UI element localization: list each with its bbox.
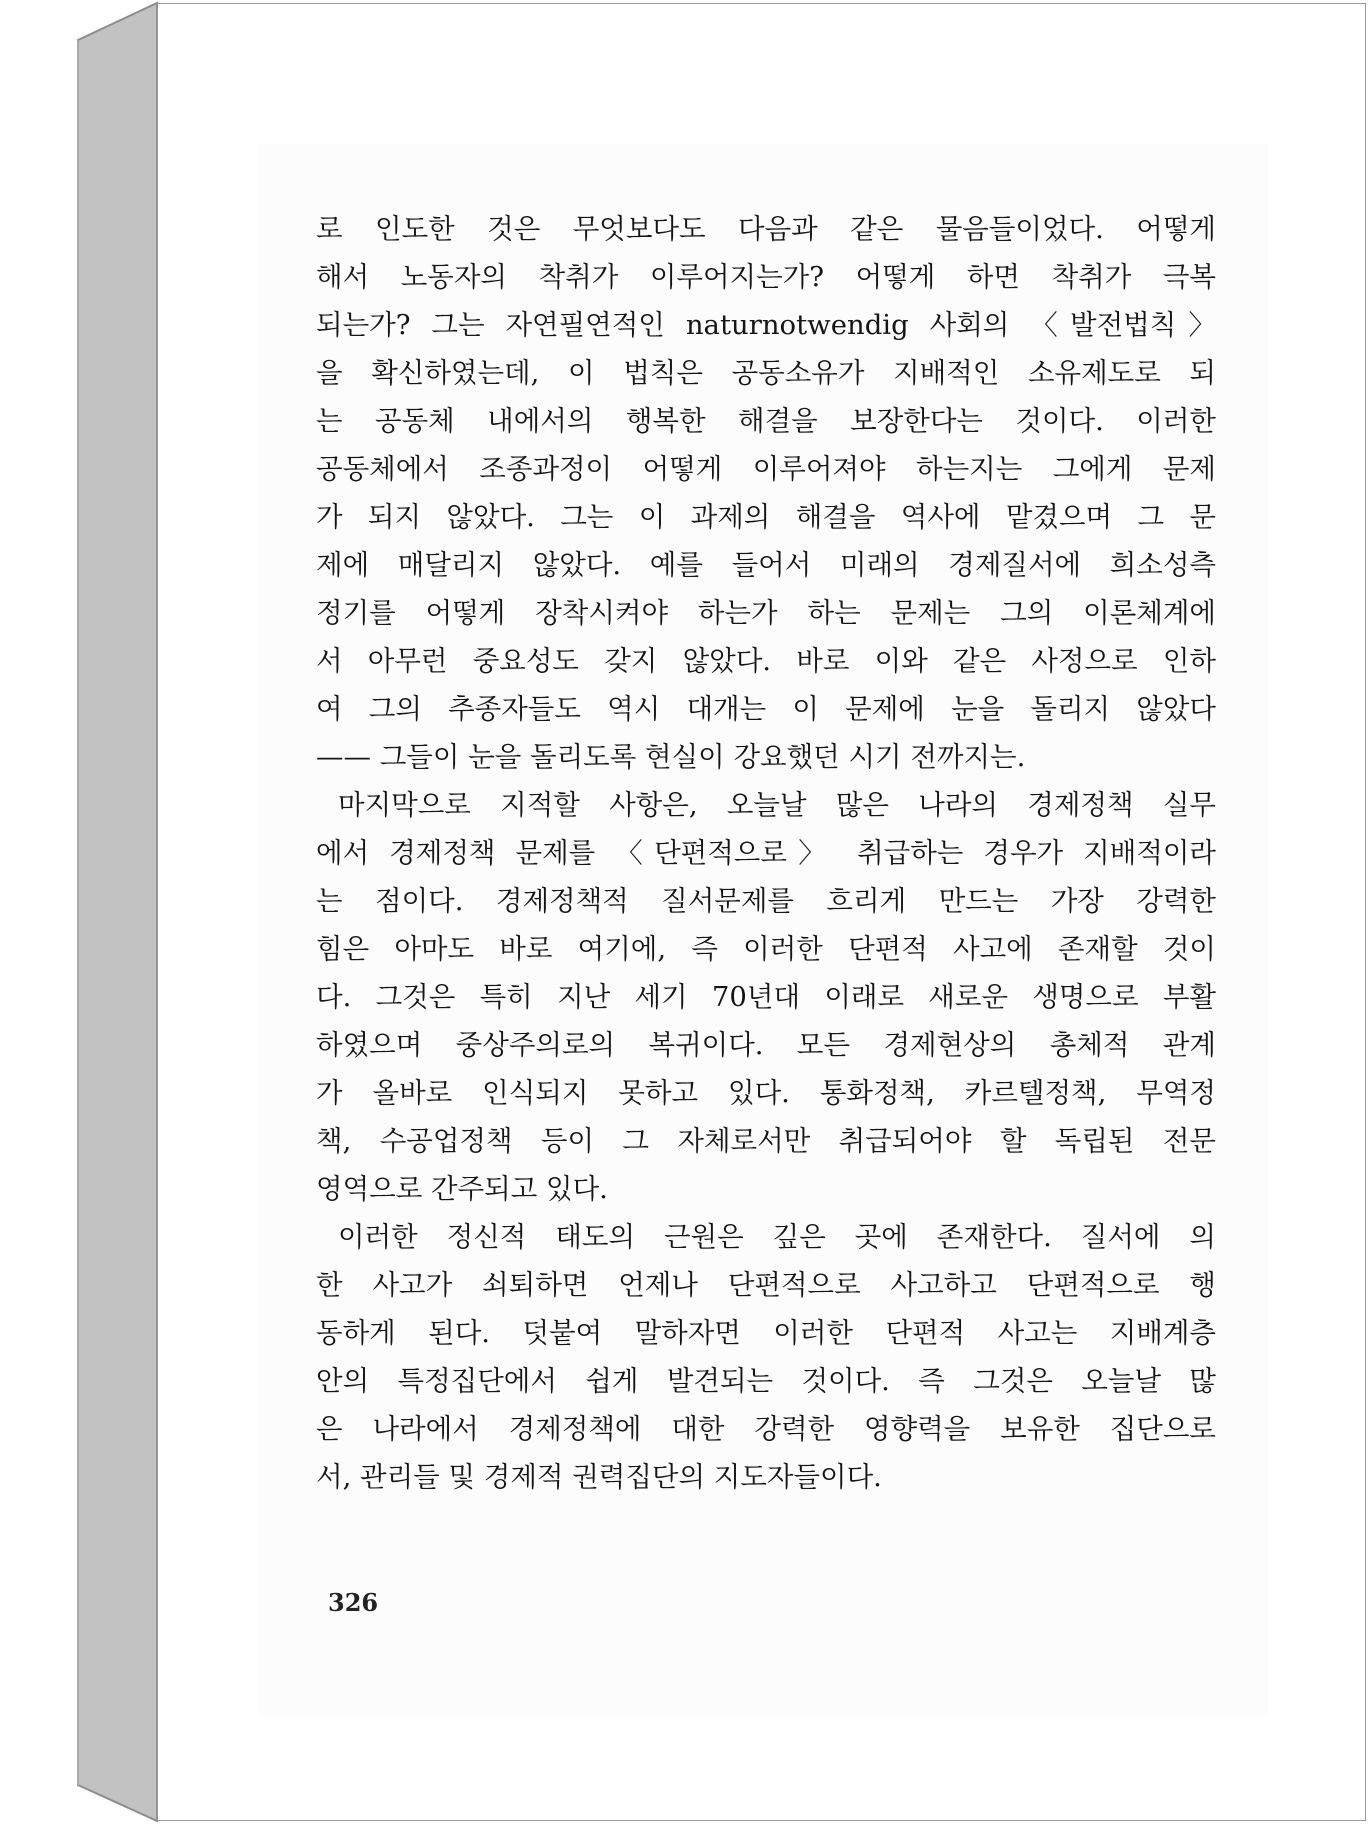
text-line: 되는가? 그는 자연필연적인 naturnotwendig 사회의 〈발전법칙〉	[316, 309, 1216, 341]
text-line: 공동체에서 조종과정이 어떻게 이루어져야 하는지는 그에게 문제	[316, 453, 1216, 485]
text-line: 다. 그것은 특히 지난 세기 70년대 이래로 새로운 생명으로 부활	[316, 981, 1216, 1013]
text-line: 영역으로 간주되고 있다.	[316, 1173, 608, 1205]
text-line: 여 그의 추종자들도 역시 대개는 이 문제에 눈을 돌리지 않았다	[316, 693, 1216, 725]
book-spine	[0, 0, 160, 1824]
text-line: 을 확신하였는데, 이 법칙은 공동소유가 지배적인 소유제도로 되	[316, 357, 1216, 389]
text-line: —— 그들이 눈을 돌리도록 현실이 강요했던 시기 전까지는.	[316, 741, 1026, 773]
text-line: 마지막으로 지적할 사항은, 오늘날 많은 나라의 경제정책 실무	[338, 789, 1216, 821]
text-line: 은 나라에서 경제정책에 대한 강력한 영향력을 보유한 집단으로	[316, 1413, 1216, 1445]
text-line: 책, 수공업정책 등이 그 자체로서만 취급되어야 할 독립된 전문	[316, 1125, 1216, 1157]
text-line: 힘은 아마도 바로 여기에, 즉 이러한 단편적 사고에 존재할 것이	[316, 933, 1216, 965]
text-line: 해서 노동자의 착취가 이루어지는가? 어떻게 하면 착취가 극복	[316, 261, 1216, 293]
text-line: 가 되지 않았다. 그는 이 과제의 해결을 역사에 맡겼으며 그 문	[316, 501, 1216, 533]
text-line: 동하게 된다. 덧붙여 말하자면 이러한 단편적 사고는 지배계층	[316, 1317, 1216, 1349]
page-number: 326	[328, 1588, 379, 1617]
paragraph-3	[316, 1213, 1216, 1501]
text-line: 는 점이다. 경제정책적 질서문제를 흐리게 만드는 가장 강력한	[316, 885, 1216, 917]
page-body-text	[316, 205, 1216, 1501]
text-line: 한 사고가 쇠퇴하면 언제나 단편적으로 사고하고 단편적으로 행	[316, 1269, 1216, 1301]
text-line: 이러한 정신적 태도의 근원은 깊은 곳에 존재한다. 질서에 의	[338, 1221, 1216, 1253]
text-line: 는 공동체 내에서의 행복한 해결을 보장한다는 것이다. 이러한	[316, 405, 1216, 437]
paragraph-1	[316, 205, 1216, 781]
text-line: 서 아무런 중요성도 갖지 않았다. 바로 이와 같은 사정으로 인하	[316, 645, 1216, 677]
text-line: 정기를 어떻게 장착시켜야 하는가 하는 문제는 그의 이론체계에	[316, 597, 1216, 629]
text-line: 하였으며 중상주의로의 복귀이다. 모든 경제현상의 총체적 관계	[316, 1029, 1216, 1061]
text-line: 로 인도한 것은 무엇보다도 다음과 같은 물음들이었다. 어떻게	[316, 213, 1216, 245]
text-line: 에서 경제정책 문제를 〈단편적으로〉 취급하는 경우가 지배적이라	[316, 837, 1216, 869]
text-line: 서, 관리들 및 경제적 권력집단의 지도자들이다.	[316, 1461, 882, 1493]
paragraph-2	[316, 781, 1216, 1213]
text-line: 안의 특정집단에서 쉽게 발견되는 것이다. 즉 그것은 오늘날 많	[316, 1365, 1216, 1397]
text-line: 가 올바로 인식되지 못하고 있다. 통화정책, 카르텔정책, 무역정	[316, 1077, 1216, 1109]
text-line: 제에 매달리지 않았다. 예를 들어서 미래의 경제질서에 희소성측	[316, 549, 1216, 581]
